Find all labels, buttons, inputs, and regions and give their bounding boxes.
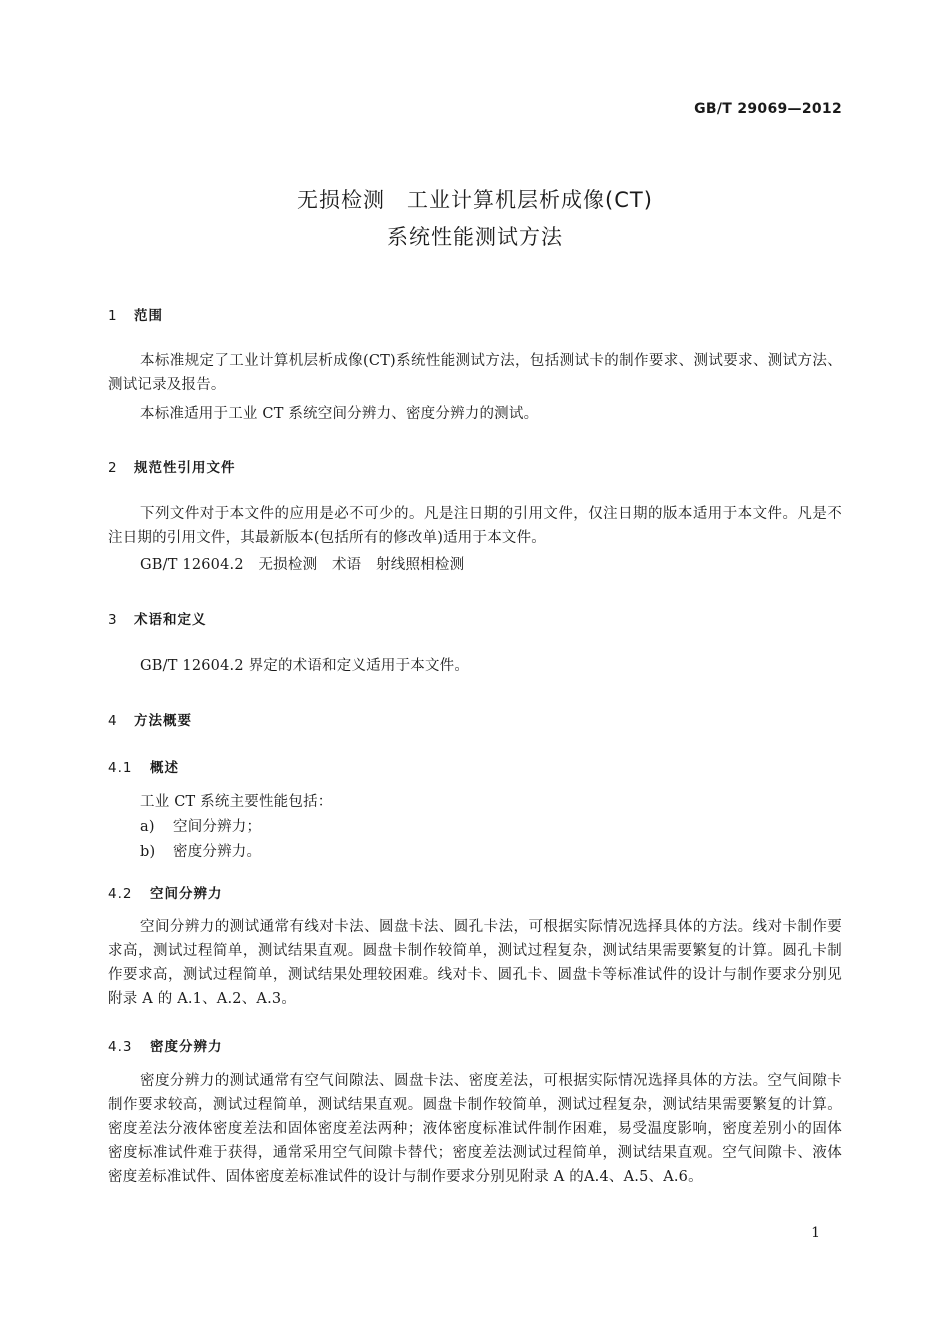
section-4-2-paragraph: 空间分辨力的测试通常有线对卡法、圆盘卡法、圆孔卡法，可根据实际情况选择具体的方法。线对卡制作要求高，测试过程简单，测试结果直观。圆盘卡制作较简单，测试过程复杂，测试结果需要繁复的计算。圆孔卡制作要求高，测试过程简单，测试结果处理较困难。线对卡、圆孔卡、圆盘卡等标准试件的设计与制作要求分别见附录 A 的 A.1、A.2、A.3。	[108, 919, 842, 1007]
section-3-heading	[108, 608, 207, 628]
list-item	[140, 815, 261, 839]
section-number: 3	[108, 612, 118, 628]
section-4-1-heading	[108, 756, 179, 776]
section-3-paragraph-1: GB/T 12604.2 界定的术语和定义适用于本文件。	[140, 658, 470, 674]
standard-number: GB/T 29069—2012	[694, 101, 842, 117]
section-title: 方法概要	[134, 713, 192, 729]
section-4-heading	[108, 709, 192, 729]
section-title: 规范性引用文件	[134, 460, 236, 476]
section-1-paragraph-2: 本标准适用于工业 CT 系统空间分辨力、密度分辨力的测试。	[140, 406, 539, 422]
list-marker: a)	[140, 819, 155, 835]
subsection-number: 4.3	[108, 1039, 133, 1055]
section-4-1-intro: 工业 CT 系统主要性能包括：	[140, 794, 333, 810]
section-title: 范围	[134, 308, 163, 324]
subsection-number: 4.1	[108, 760, 133, 776]
list-text: 空间分辨力；	[173, 819, 262, 835]
subsection-title: 空间分辨力	[150, 886, 223, 902]
section-4-3-paragraph: 密度分辨力的测试通常有空气间隙法、圆盘卡法、密度差法，可根据实际情况选择具体的方法。空气间隙卡制作要求较高，测试过程简单，测试结果直观。圆盘卡制作较简单，测试过程复杂，测试结果需要繁复的计算。密度差法分液体密度差法和固体密度差法两种；液体密度标准试件制作困难，易受温度影响，密度差别小的固体密度标准试件难于获得，通常采用空气间隙卡替代；密度差法测试过程简单，测试结果直观。空气间隙卡、液体密度差标准试件、固体密度差标准试件的设计与制作要求分别见附录 A 的A.4、A.5、A.6。	[108, 1073, 842, 1185]
section-2-heading	[108, 456, 236, 476]
list-text: 密度分辨力。	[173, 844, 262, 860]
document-title-line-2: 系统性能测试方法	[387, 225, 563, 249]
section-2-paragraph-1: 下列文件对于本文件的应用是必不可少的。凡是注日期的引用文件，仅注日期的版本适用于本文件。凡是不注日期的引用文件，其最新版本(包括所有的修改单)适用于本文件。	[108, 506, 842, 546]
section-number: 4	[108, 713, 118, 729]
section-1-paragraph-1: 本标准规定了工业计算机层析成像(CT)系统性能测试方法，包括测试卡的制作要求、测试要求、测试方法、测试记录及报告。	[108, 353, 842, 393]
section-4-2-heading	[108, 882, 223, 902]
normative-reference: GB/T 12604.2 无损检测 术语 射线照相检测	[140, 557, 465, 573]
page-number: 1	[811, 1225, 820, 1241]
section-1-heading	[108, 304, 163, 324]
subsection-title: 密度分辨力	[150, 1039, 223, 1055]
subsection-title: 概述	[150, 760, 179, 776]
list-item	[140, 840, 261, 864]
section-number: 2	[108, 460, 118, 476]
document-title-line-1: 无损检测 工业计算机层析成像(CT)	[297, 188, 653, 212]
section-4-3-heading	[108, 1035, 223, 1055]
section-number: 1	[108, 308, 118, 324]
section-title: 术语和定义	[134, 612, 207, 628]
list-marker: b)	[140, 844, 156, 860]
subsection-number: 4.2	[108, 886, 133, 902]
